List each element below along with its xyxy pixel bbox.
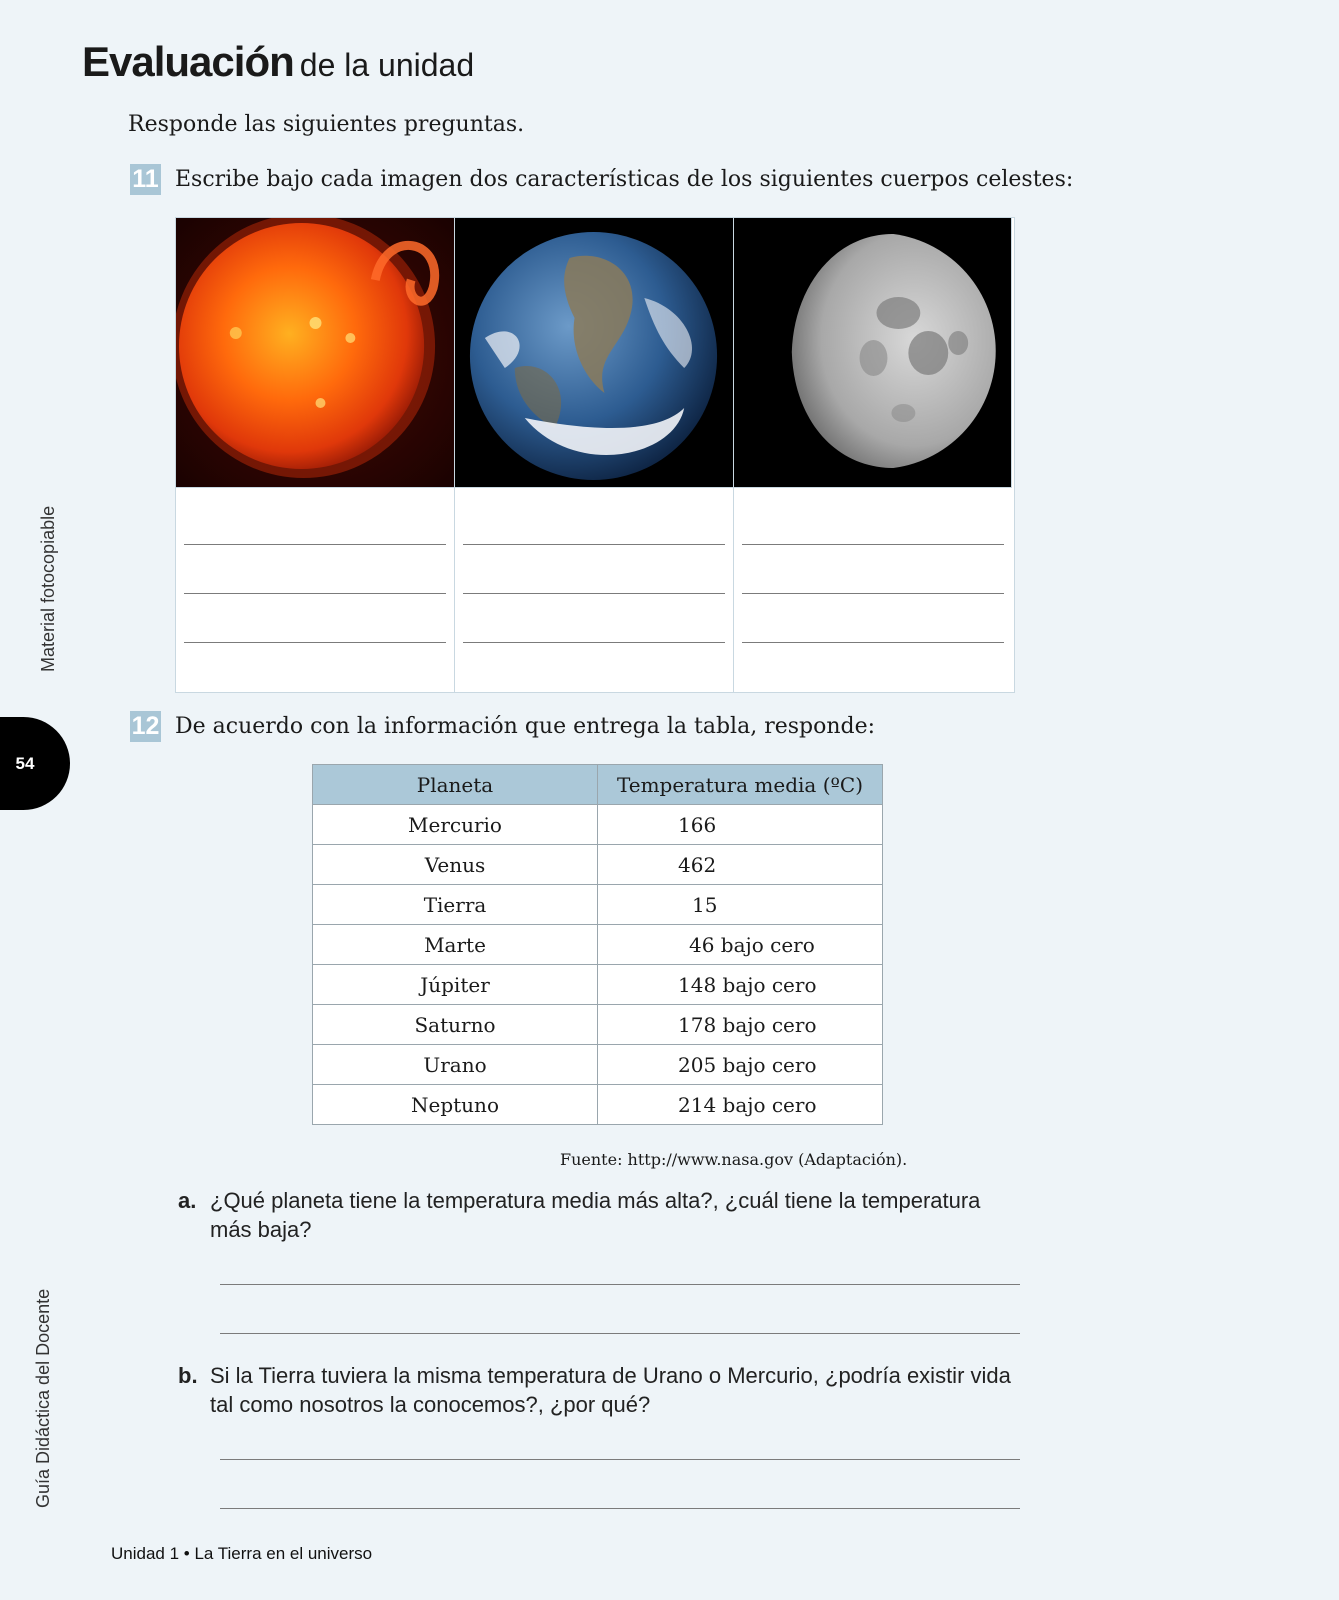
- planet-temperature: 214 bajo cero: [598, 1085, 883, 1125]
- question-12b: [178, 1361, 1028, 1419]
- table-header-planet: Planeta: [313, 765, 598, 805]
- table-row: [313, 1045, 883, 1085]
- planet-temperature-table: [312, 764, 883, 1125]
- question-12b-label: b.: [178, 1363, 198, 1388]
- planet-name: Neptuno: [313, 1085, 598, 1125]
- planet-temperature: 166: [598, 805, 883, 845]
- instructions: Responde las siguientes preguntas.: [128, 112, 525, 137]
- earth-image: [455, 218, 734, 487]
- table-row: [313, 885, 883, 925]
- planet-temperature: 205 bajo cero: [598, 1045, 883, 1085]
- question-12-number: 12: [131, 712, 160, 740]
- answer-line: [742, 642, 1004, 643]
- planet-temperature: 148 bajo cero: [598, 965, 883, 1005]
- answer-line-12a-1[interactable]: [220, 1284, 1020, 1285]
- planet-temperature: 15: [598, 885, 883, 925]
- planet-name: Tierra: [313, 885, 598, 925]
- answer-line: [184, 642, 446, 643]
- planet-name: Júpiter: [313, 965, 598, 1005]
- answer-line: [742, 593, 1004, 594]
- answer-line: [184, 593, 446, 594]
- planet-temperature: 46 bajo cero: [598, 925, 883, 965]
- table-row: [313, 965, 883, 1005]
- question-11-number: 11: [130, 164, 161, 195]
- question-12a: [178, 1186, 1028, 1244]
- moon-answer-lines[interactable]: [734, 487, 1012, 692]
- table-row: [313, 845, 883, 885]
- planet-temperature: 462: [598, 845, 883, 885]
- planet-name: Urano: [313, 1045, 598, 1085]
- page-number-tab: [0, 717, 70, 810]
- page-number: 54: [15, 753, 35, 773]
- celestial-bodies-grid: [175, 217, 1015, 693]
- table-row: [313, 1005, 883, 1045]
- question-12-text: De acuerdo con la información que entrega la tabla, responde:: [175, 714, 876, 739]
- answer-line: [184, 544, 446, 545]
- planet-name: Saturno: [313, 1005, 598, 1045]
- planet-name: Mercurio: [313, 805, 598, 845]
- answer-line: [463, 544, 725, 545]
- planet-name: Marte: [313, 925, 598, 965]
- question-11-text: Escribe bajo cada imagen dos características de los siguientes cuerpos celestes:: [175, 167, 1074, 192]
- question-12a-label: a.: [178, 1188, 197, 1213]
- planet-name: Venus: [313, 845, 598, 885]
- question-12-heading: [130, 711, 875, 742]
- title-sub: de la unidad: [299, 47, 475, 83]
- sidebar-label-teacher-guide: Guía Didáctica del Docente: [33, 1288, 53, 1508]
- sun-answer-lines[interactable]: [176, 487, 455, 692]
- question-11-heading: [130, 164, 1073, 195]
- planet-temperature: 178 bajo cero: [598, 1005, 883, 1045]
- footer-unit-title: Unidad 1 • La Tierra en el universo: [111, 1544, 373, 1563]
- answer-line: [463, 642, 725, 643]
- table-row: [313, 805, 883, 845]
- answer-line-12b-2[interactable]: [220, 1508, 1020, 1509]
- question-12a-text: ¿Qué planeta tiene la temperatura media más alta?, ¿cuál tiene la temperatura más baja?: [210, 1188, 981, 1242]
- page-title: [82, 38, 474, 86]
- table-row: [313, 1085, 883, 1125]
- sidebar-label-photocopiable: Material fotocopiable: [38, 505, 58, 672]
- table-row: [313, 925, 883, 965]
- table-header-temperature: Temperatura media (ºC): [598, 765, 883, 805]
- title-main: Evaluación: [82, 38, 294, 85]
- moon-image: [734, 218, 1012, 487]
- answer-line: [463, 593, 725, 594]
- question-12b-text: Si la Tierra tuviera la misma temperatura de Urano o Mercurio, ¿podría existir vida tal como nosotros la conocemos?, ¿por qué?: [210, 1363, 1011, 1417]
- table-source: Fuente: http://www.nasa.gov (Adaptación).: [560, 1150, 908, 1169]
- answer-line-12b-1[interactable]: [220, 1459, 1020, 1460]
- earth-answer-lines[interactable]: [455, 487, 734, 692]
- answer-line-12a-2[interactable]: [220, 1333, 1020, 1334]
- sun-image: [176, 218, 455, 487]
- answer-line: [742, 544, 1004, 545]
